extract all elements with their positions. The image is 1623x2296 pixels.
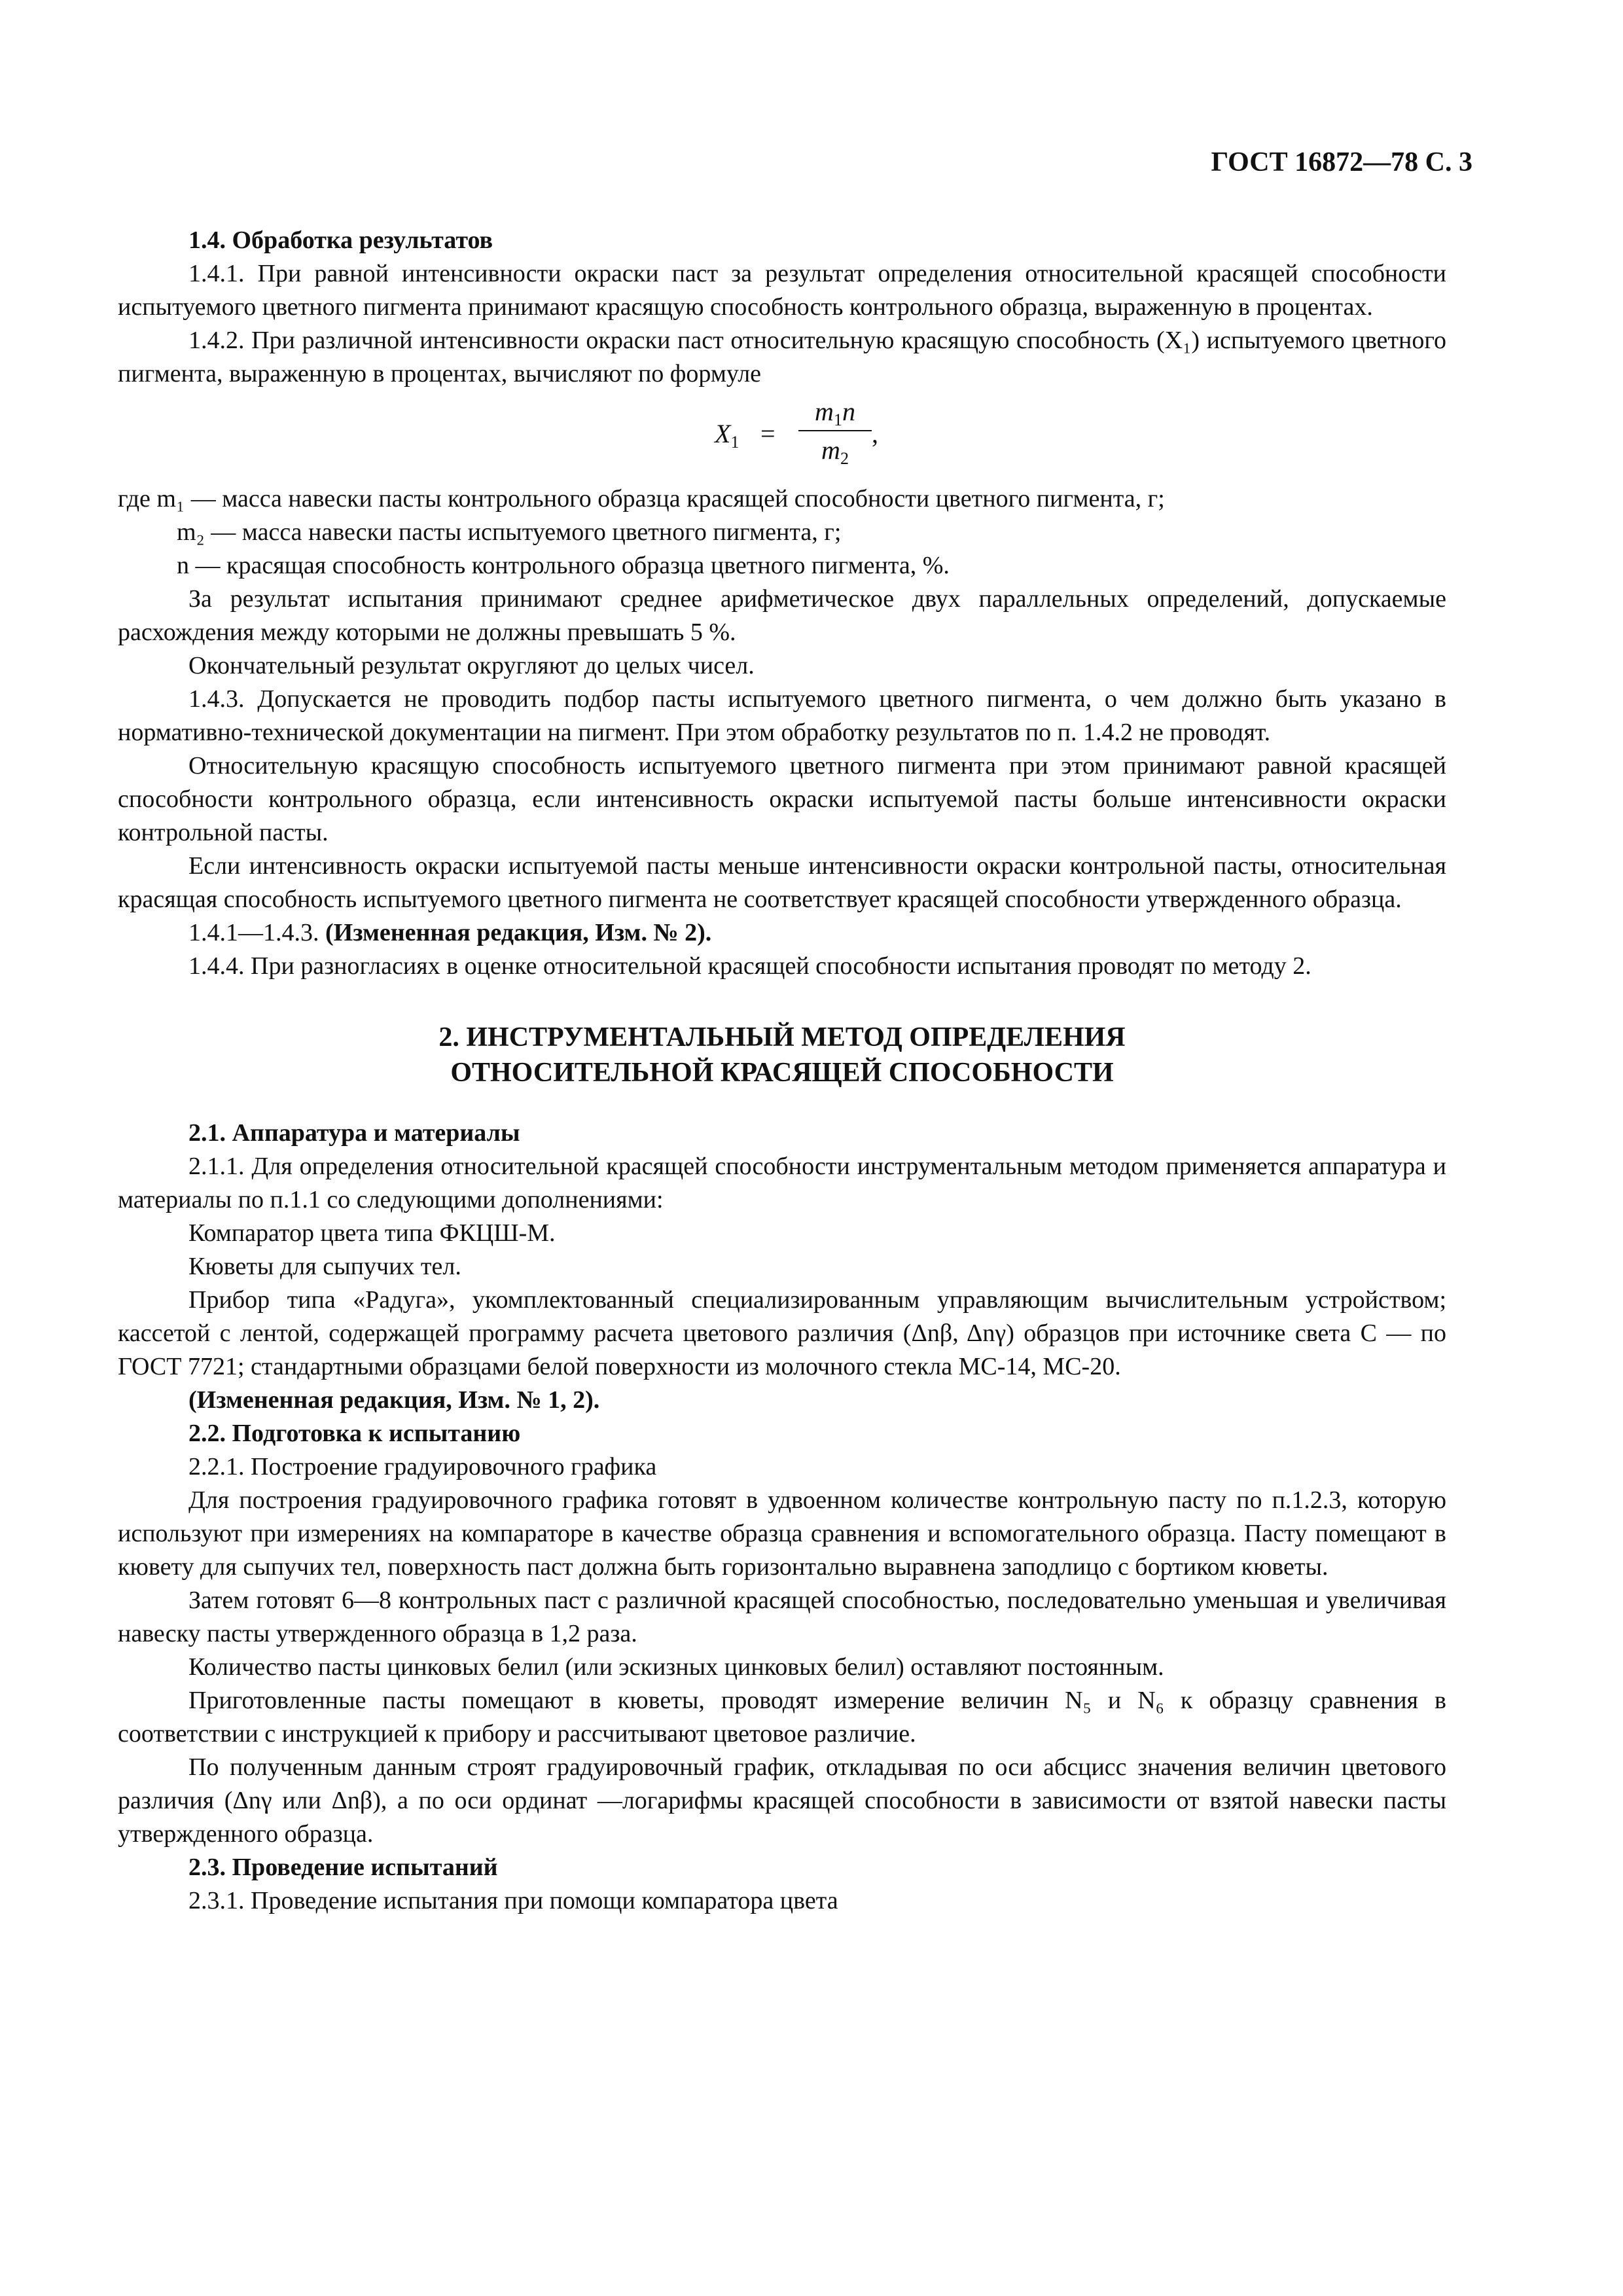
paragraph-1-4-2: 1.4.2. При различной интенсивности окраски паст относительную красящую способность (X₁) испытуемого цветного пигмента, выраженную в процентах, вычисляют по формуле xyxy=(118,327,1446,387)
paragraph-zinc-white: Количество пасты цинковых белил (или эскизных цинковых белил) оставляют постоянным. xyxy=(188,1653,1164,1681)
paragraph-2-1-1: 2.1.1. Для определения относительной красящей способности инструментальным методом применяется аппаратура и материалы по п.1.1 со следующими дополнениями: xyxy=(118,1153,1446,1213)
where-m1: где m₁ — масса навески пасты контрольного образца красящей способности цветного пигмента, г; xyxy=(118,485,1165,512)
formula-denominator: $m_2$ xyxy=(821,435,849,468)
paragraph-1-4-4: 1.4.4. При разногласиях в оценке относительной красящей способности испытания проводят по методу 2. xyxy=(188,952,1311,980)
paragraph-comparator: Компаратор цвета типа ФКЦШ-М. xyxy=(188,1219,556,1247)
where-n: n — красящая способность контрольного образца цветного пигмента, %. xyxy=(177,552,950,579)
heading-1-4: 1.4. Обработка результатов xyxy=(188,226,493,254)
section-2-title: 2. ИНСТРУМЕНТАЛЬНЫЙ МЕТОД ОПРЕДЕЛЕНИЯ ОТНОСИТЕЛЬНОЙ КРАСЯЩЕЙ СПОСОБНОСТИ xyxy=(438,1022,1126,1088)
page-header: ГОСТ 16872—78 С. 3 xyxy=(1211,147,1472,177)
paragraph-control-pastes: Затем готовят 6—8 контрольных паст с различной красящей способностью, последовательно уменьшая и увеличивая навеску пасты утвержденного образца в 1,2 раза. xyxy=(118,1587,1446,1647)
paragraph-revision-2: (Измененная редакция, Изм. № 1, 2). xyxy=(188,1386,600,1414)
paragraph-2-3-1: 2.3.1. Проведение испытания при помощи компаратора цвета xyxy=(188,1887,838,1914)
paragraph-rounding: Окончательный результат округляют до целых чисел. xyxy=(188,652,755,679)
formula-comma: , xyxy=(872,419,878,448)
paragraph-graph: По полученным данным строят градуировочный график, откладывая по оси абсцисс значения величин цветового различия (Δnγ или Δnβ), а по оси ординат —логарифмы красящей способности в зависимости от взятой навески пасты утвержденного образца. xyxy=(118,1753,1446,1848)
formula-x1 xyxy=(118,395,1446,481)
paragraph-revision-1: 1.4.1—1.4.3. (Измененная редакция, Изм. № 2). xyxy=(188,919,712,946)
formula-fraction xyxy=(798,395,872,469)
paragraph-result: За результат испытания принимают среднее арифметическое двух параллельных определений, допускаемые расхождения между которыми не должны превышать 5 %. xyxy=(118,585,1446,646)
heading-2-2: 2.2. Подготовка к испытанию xyxy=(188,1420,521,1447)
paragraph-relative-less: Если интенсивность окраски испытуемой пасты меньше интенсивности окраски контрольной пасты, относительная красящая способность испытуемого цветного пигмента не соответствует красящей способности утвержденного образца. xyxy=(118,852,1446,913)
paragraph-calibration-prep: Для построения градуировочного графика готовят в удвоенном количестве контрольную пасту по п.1.2.3, которую используют при измерениях на компараторе в качестве образца сравнения и вспомогательного образца. Пасту помещают в кювету для сыпучих тел, поверхность паст должна быть горизонтально выравнена заподлицо с бортиком кюветы. xyxy=(118,1486,1446,1581)
paragraph-relative-equal: Относительную красящую способность испытуемого цветного пигмента при этом принимают равной красящей способности контрольного образца, если интенсивность окраски испытуемой пасты больше интенсивности окраски контрольной пасты. xyxy=(118,752,1446,846)
paragraph-measurement: Приготовленные пасты помещают в кюветы, проводят измерение величин N₅ и N₆ к образцу сравнения в соответствии с инструкцией к прибору и рассчитывают цветовое различие. xyxy=(118,1687,1446,1748)
formula-numerator: $m_1n$ xyxy=(798,395,872,431)
paragraph-cuvettes: Кюветы для сыпучих тел. xyxy=(188,1253,461,1280)
paragraph-1-4-3: 1.4.3. Допускается не проводить подбор пасты испытуемого цветного пигмента, о чем должно быть указано в нормативно-технической документации на пигмент. При этом обработку результатов по п. 1.4.2 не проводят. xyxy=(118,685,1446,746)
paragraph-1-4-1: 1.4.1. При равной интенсивности окраски паст за результат определения относительной красящей способности испытуемого цветного пигмента принимают красящую способность контрольного образца, выраженную в процентах. xyxy=(118,260,1446,321)
heading-2-1: 2.1. Аппаратура и материалы xyxy=(188,1119,520,1147)
paragraph-device: Прибор типа «Радуга», укомплектованный специализированным управляющим вычислительным устройством; кассетой с лентой, содержащей программу расчета цветового различия (Δnβ, Δnγ) образцов при источнике света C — по ГОСТ 7721; стандартными образцами белой поверхности из молочного стекла МС-14, МС-20. xyxy=(118,1286,1446,1380)
formula-equals: = xyxy=(760,419,776,448)
body-text xyxy=(118,224,1446,1918)
formula-lhs: $X_1$ xyxy=(715,419,740,452)
where-m2: m₂ — масса навески пасты испытуемого цветного пигмента, г; xyxy=(177,518,842,546)
heading-2-3: 2.3. Проведение испытаний xyxy=(188,1854,498,1881)
paragraph-2-2-1: 2.2.1. Построение градуировочного графика xyxy=(188,1453,657,1480)
